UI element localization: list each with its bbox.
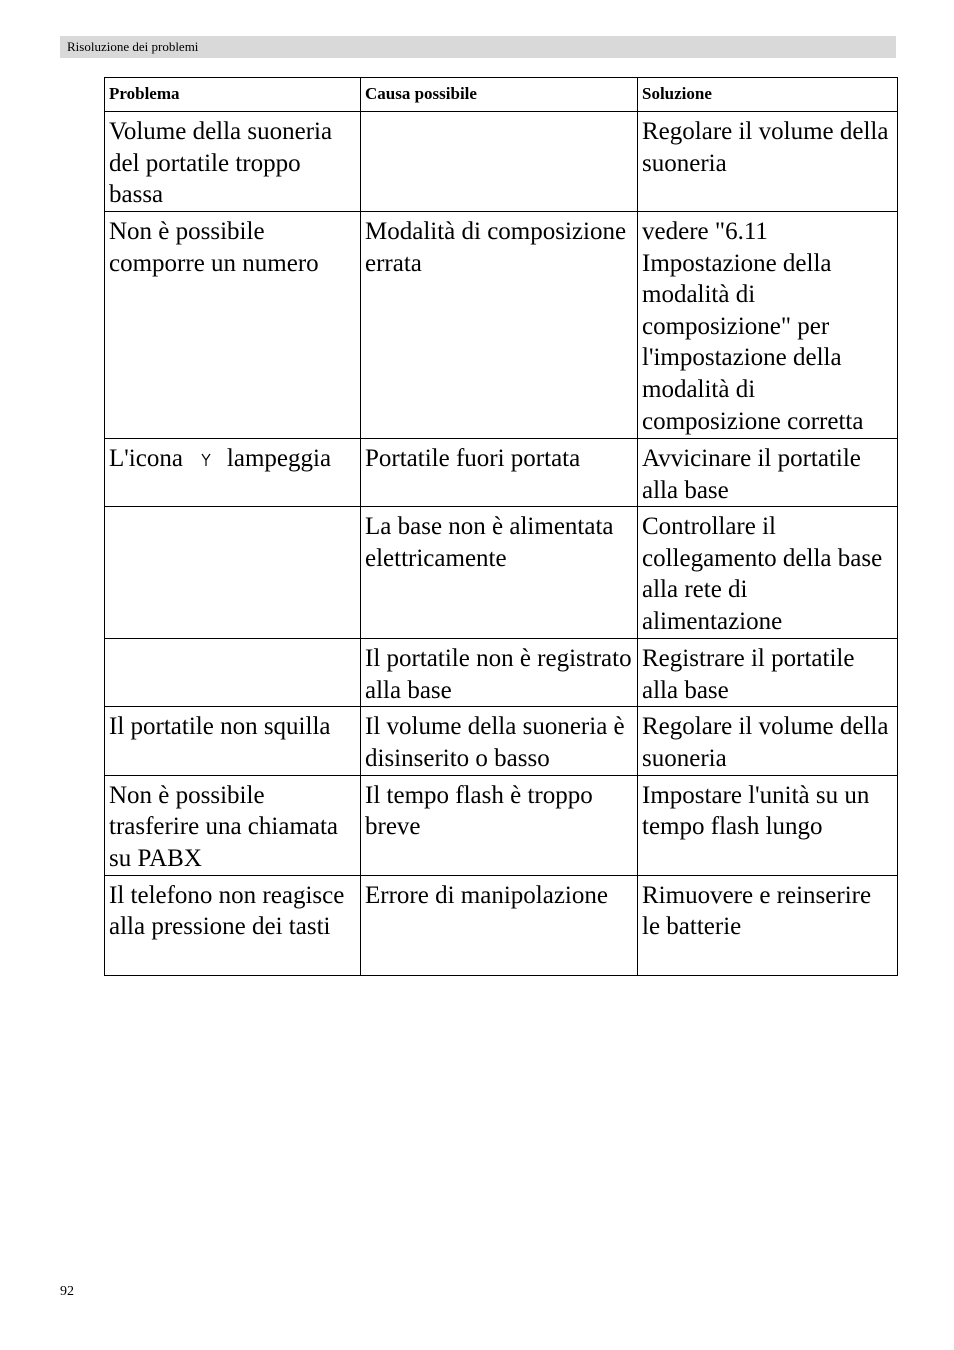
cause-cell: La base non è alimentata elettricamente — [361, 507, 638, 639]
cause-cell: Modalità di composizione errata — [361, 212, 638, 439]
problem-text-before-icon: L'icona — [109, 445, 183, 472]
problem-cell: Non è possibile comporre un numero — [105, 212, 361, 439]
problem-cell: Non è possibile trasferire una chiamata su PABX — [105, 775, 361, 875]
table-header-row — [105, 78, 898, 112]
table-row — [105, 112, 898, 212]
solution-cell: Rimuovere e reinserire le batterie — [638, 875, 898, 975]
table-row — [105, 212, 898, 439]
problem-cell — [105, 639, 361, 707]
cause-cell: Il tempo flash è troppo breve — [361, 775, 638, 875]
header-bar — [60, 36, 896, 58]
section-title: Risoluzione dei problemi — [67, 39, 199, 54]
solution-cell: Registrare il portatile alla base — [638, 639, 898, 707]
cause-cell: Il volume della suoneria è disinserito o basso — [361, 707, 638, 775]
solution-cell: Avvicinare il portatile alla base — [638, 439, 898, 507]
cause-cell — [361, 112, 638, 212]
solution-cell: Impostare l'unità su un tempo flash lungo — [638, 775, 898, 875]
page-number: 92 — [60, 1284, 74, 1299]
solution-cell: Controllare il collegamento della base alla rete di alimentazione — [638, 507, 898, 639]
column-header-solution: Soluzione — [638, 78, 898, 112]
problem-cell — [105, 439, 361, 507]
problem-cell: Il telefono non reagisce alla pressione dei tasti — [105, 875, 361, 975]
column-header-cause: Causa possibile — [361, 78, 638, 112]
table-row — [105, 875, 898, 975]
table-row — [105, 639, 898, 707]
solution-cell: Regolare il volume della suoneria — [638, 707, 898, 775]
table-row — [105, 707, 898, 775]
cause-cell: Portatile fuori portata — [361, 439, 638, 507]
table-row — [105, 775, 898, 875]
table-row — [105, 439, 898, 507]
solution-cell: vedere "6.11 Impostazione della modalità di composizione" per l'impostazione della modalità di composizione corretta — [638, 212, 898, 439]
problem-text-after-icon: lampeggia — [226, 445, 332, 472]
solution-cell: Regolare il volume della suoneria — [638, 112, 898, 212]
cause-cell: Il portatile non è registrato alla base — [361, 639, 638, 707]
troubleshooting-table — [104, 77, 898, 976]
cause-cell: Errore di manipolazione — [361, 875, 638, 975]
problem-cell: Il portatile non squilla — [105, 707, 361, 775]
problem-cell — [105, 507, 361, 639]
column-header-problem: Problema — [105, 78, 361, 112]
table-row — [105, 507, 898, 639]
antenna-icon — [201, 444, 211, 458]
problem-cell: Volume della suoneria del portatile troppo bassa — [105, 112, 361, 212]
